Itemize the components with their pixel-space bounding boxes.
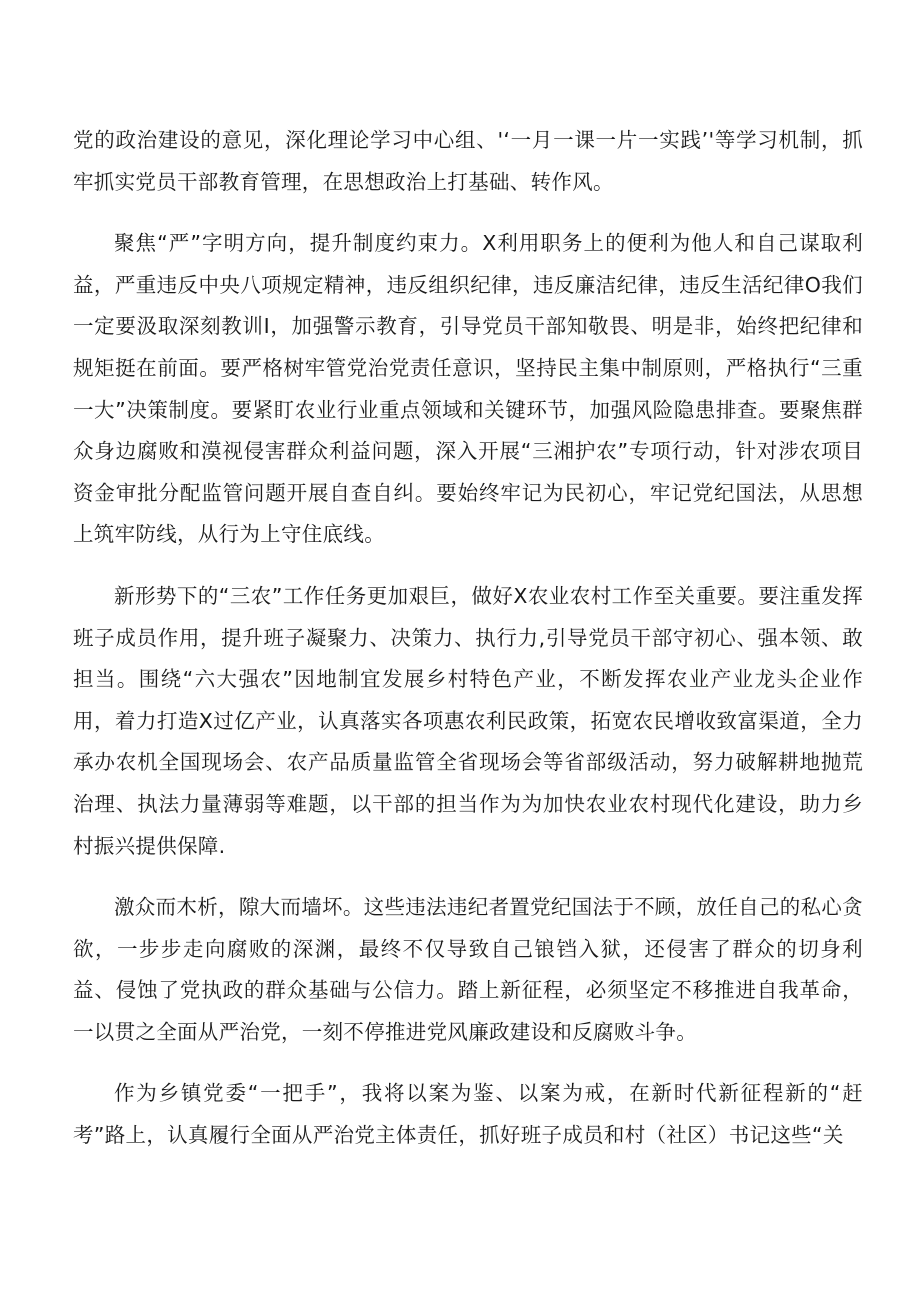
paragraph-4: 激众而木析，隙大而墙坏。这些违法违纪者置党纪国法于不顾，放任自己的私心贪欲，一步步走向腐败的深渊，最终不仅导致自己锒铛入狱，还侵害了群众的切身利益、侵蚀了党执政的群众基础与公信力。踏上新征程，必须坚定不移推进自我革命，一以贯之全面从严治党，一刻不停推进党风廉政建设和反腐败斗争。 — [73, 895, 863, 1044]
document-body — [73, 120, 863, 1177]
paragraph-5: 作为乡镇党委“一把手”，我将以案为鉴、以案为戒，在新时代新征程新的“赶考”路上，认真履行全面从严治党主体责任，抓好班子成员和村（社区）书记这些“关 — [73, 1081, 863, 1148]
paragraph-1: 党的政治建设的意见，深化理论学习中心组、'‘一月一课一片一实践’'等学习机制，抓牢抓实党员干部教育管理，在思想政治上打基础、转作风。 — [73, 128, 863, 194]
paragraph-2: 聚焦“严”字明方向，提升制度约束力。X利用职务上的便利为他人和自己谋取利益，严重违反中央八项规定精神，违反组织纪律，违反廉洁纪律，违反生活纪律O我们一定要汲取深刻教训I，加强警示教育，引导党员干部知敬畏、明是非，始终把纪律和规矩挺在前面。要严格树牢管党治党责任意识，坚持民主集中制原则，严格执行“三重一大”决策制度。要紧盯农业行业重点领域和关键环节，加强风险隐患排查。要聚焦群众身边腐败和漠视侵害群众利益问题，深入开展“三湘护农”专项行动，针对涉农项目资金审批分配监管问题开展自查自纠。要始终牢记为民初心，牢记党纪国法，从思想上筑牢防线，从行为上守住底线。 — [73, 231, 863, 547]
paragraph-3: 新形势下的“三农”工作任务更加艰巨，做好X农业农村工作至关重要。要注重发挥班子成员作用，提升班子凝聚力、决策力、执行力,引导党员干部守初心、强本领、敢担当。围绕“六大强农”因地制宜发展乡村特色产业，不断发挥农业产业龙头企业作用，着力打造X过亿产业，认真落实各项惠农利民政策，拓宽农民增收致富渠道，全力承办农机全国现场会、农产品质量监管全省现场会等省部级活动，努力破解耕地抛荒治理、执法力量薄弱等难题，以干部的担当作为为加快农业农村现代化建设，助力乡村振兴提供保障. — [73, 583, 863, 858]
